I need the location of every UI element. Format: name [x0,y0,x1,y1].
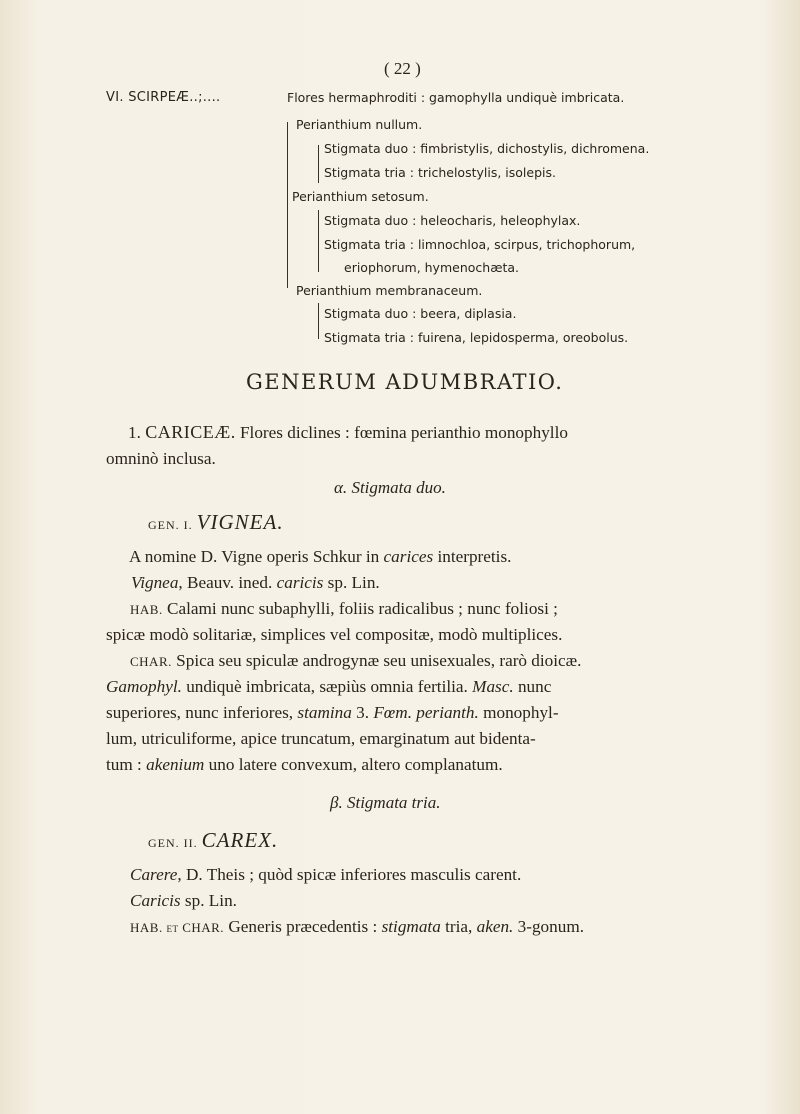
text-span: , Beauv. ined. [178,573,277,592]
text-span: Spica seu spiculæ androgynæ seu unisexuales, rarò dioicæ. [176,651,582,670]
text-span: Generis præcedentis : [224,917,382,936]
gen1-char-line [130,651,581,671]
char-label: CHAR. [130,654,172,669]
gen2-hab-line [130,917,584,937]
hab-label: HAB. [130,602,163,617]
gen1-hab-line [130,599,558,619]
text-span: A nomine D. Vigne operis Schkur in [129,547,384,566]
text-span: 3. [351,703,374,722]
text-span: Carere [130,865,178,884]
gen1-label: GEN. I. [148,518,193,532]
text-span: caricis [276,573,324,592]
text-span: tria, [440,917,477,936]
gen1-line [106,755,503,775]
beta-text: Stigmata tria. [346,793,441,812]
text-span: undiquè imbricata, sæpiùs omnia fertilia. [181,677,473,696]
section-heading: GENERUM ADUMBRATIO. [246,370,564,394]
synopsis-line: Stigmata duo : heleocharis, heleophylax. [324,213,581,228]
text-span: aken. [476,917,514,936]
synopsis-line: Stigmata duo : beera, diplasia. [324,306,517,321]
synopsis-line: Stigmata tria : trichelostylis, isolepis. [324,165,556,180]
gen1-heading [148,510,284,535]
text-span: Calami nunc subaphylli, foliis radicalibus ; nunc foliosi ; [167,599,558,618]
section-vi-label: VI. SCIRPEÆ..;.... [106,90,221,105]
caricea-number: 1. [128,423,141,442]
text-span: Caricis [130,891,181,910]
inner-brace-3 [318,303,319,339]
gen1-name: VIGNEA. [196,510,284,534]
text-span: Masc. [472,677,514,696]
text-span: Gamophyl. [106,677,182,696]
section-vi-description: Flores hermaphroditi : gamophylla undiquè imbricata. [287,90,625,105]
page-number: ( 22 ) [384,59,421,78]
caricea-line-1 [128,422,568,443]
beta-subheading [330,793,440,813]
text-span: 3-gonum. [513,917,584,936]
text-span: Fœm. perianth. [373,703,479,722]
caricea-description: Flores diclines : fœmina perianthio monophyllo [240,423,568,442]
text-span: interpretis. [433,547,512,566]
gen1-line [129,547,511,567]
beta-letter: β. [330,793,343,812]
text-span: akenium [146,755,205,774]
text-span: stamina [297,703,352,722]
text-span: uno latere convexum, altero complanatum. [204,755,503,774]
synopsis-line: Perianthium nullum. [296,117,423,132]
synopsis-line: Stigmata tria : limnochloa, scirpus, trichophorum, [324,237,636,252]
text-span: Vignea [131,573,179,592]
gen1-line: spicæ modò solitariæ, simplices vel compositæ, modò multiplices. [106,625,563,644]
outer-brace [287,122,288,288]
caricea-line-2: omninò inclusa. [106,449,216,468]
caricea-name: CARICEÆ. [145,422,236,442]
gen2-name: CAREX. [201,828,279,852]
gen1-line [106,677,551,697]
inner-brace-2 [318,210,319,272]
gen2-heading [148,828,278,853]
gen2-line [130,865,521,885]
gen2-line [130,891,237,911]
synopsis-line: Stigmata duo : fimbristylis, dichostylis, dichromena. [324,141,650,156]
text-span: , D. Theis ; quòd spicæ inferiores masculis carent. [177,865,522,884]
text-span: tum : [106,755,147,774]
gen1-line [106,703,559,723]
text-span: superiores, nunc inferiores, [106,703,298,722]
synopsis-line: eriophorum, hymenochæta. [344,260,519,275]
text-span: monophyl- [478,703,559,722]
synopsis-line: Stigmata tria : fuirena, lepidosperma, oreobolus. [324,330,629,345]
text-span: sp. Lin. [180,891,237,910]
gen2-label: GEN. II. [148,836,198,850]
text-span: sp. Lin. [323,573,380,592]
inner-brace-1 [318,145,319,183]
alpha-subheading [334,478,446,498]
synopsis-line: Perianthium membranaceum. [296,283,483,298]
alpha-letter: α. [334,478,348,497]
text-span: carices [383,547,434,566]
synopsis-line: Perianthium setosum. [292,189,429,204]
text-span: nunc [513,677,552,696]
hab-char-label: HAB. et CHAR. [130,920,225,935]
gen1-line [131,573,380,593]
gen1-line: lum, utriculiforme, apice truncatum, emarginatum aut bidenta- [106,729,536,748]
alpha-text: Stigmata duo. [351,478,446,497]
text-span: stigmata [381,917,441,936]
